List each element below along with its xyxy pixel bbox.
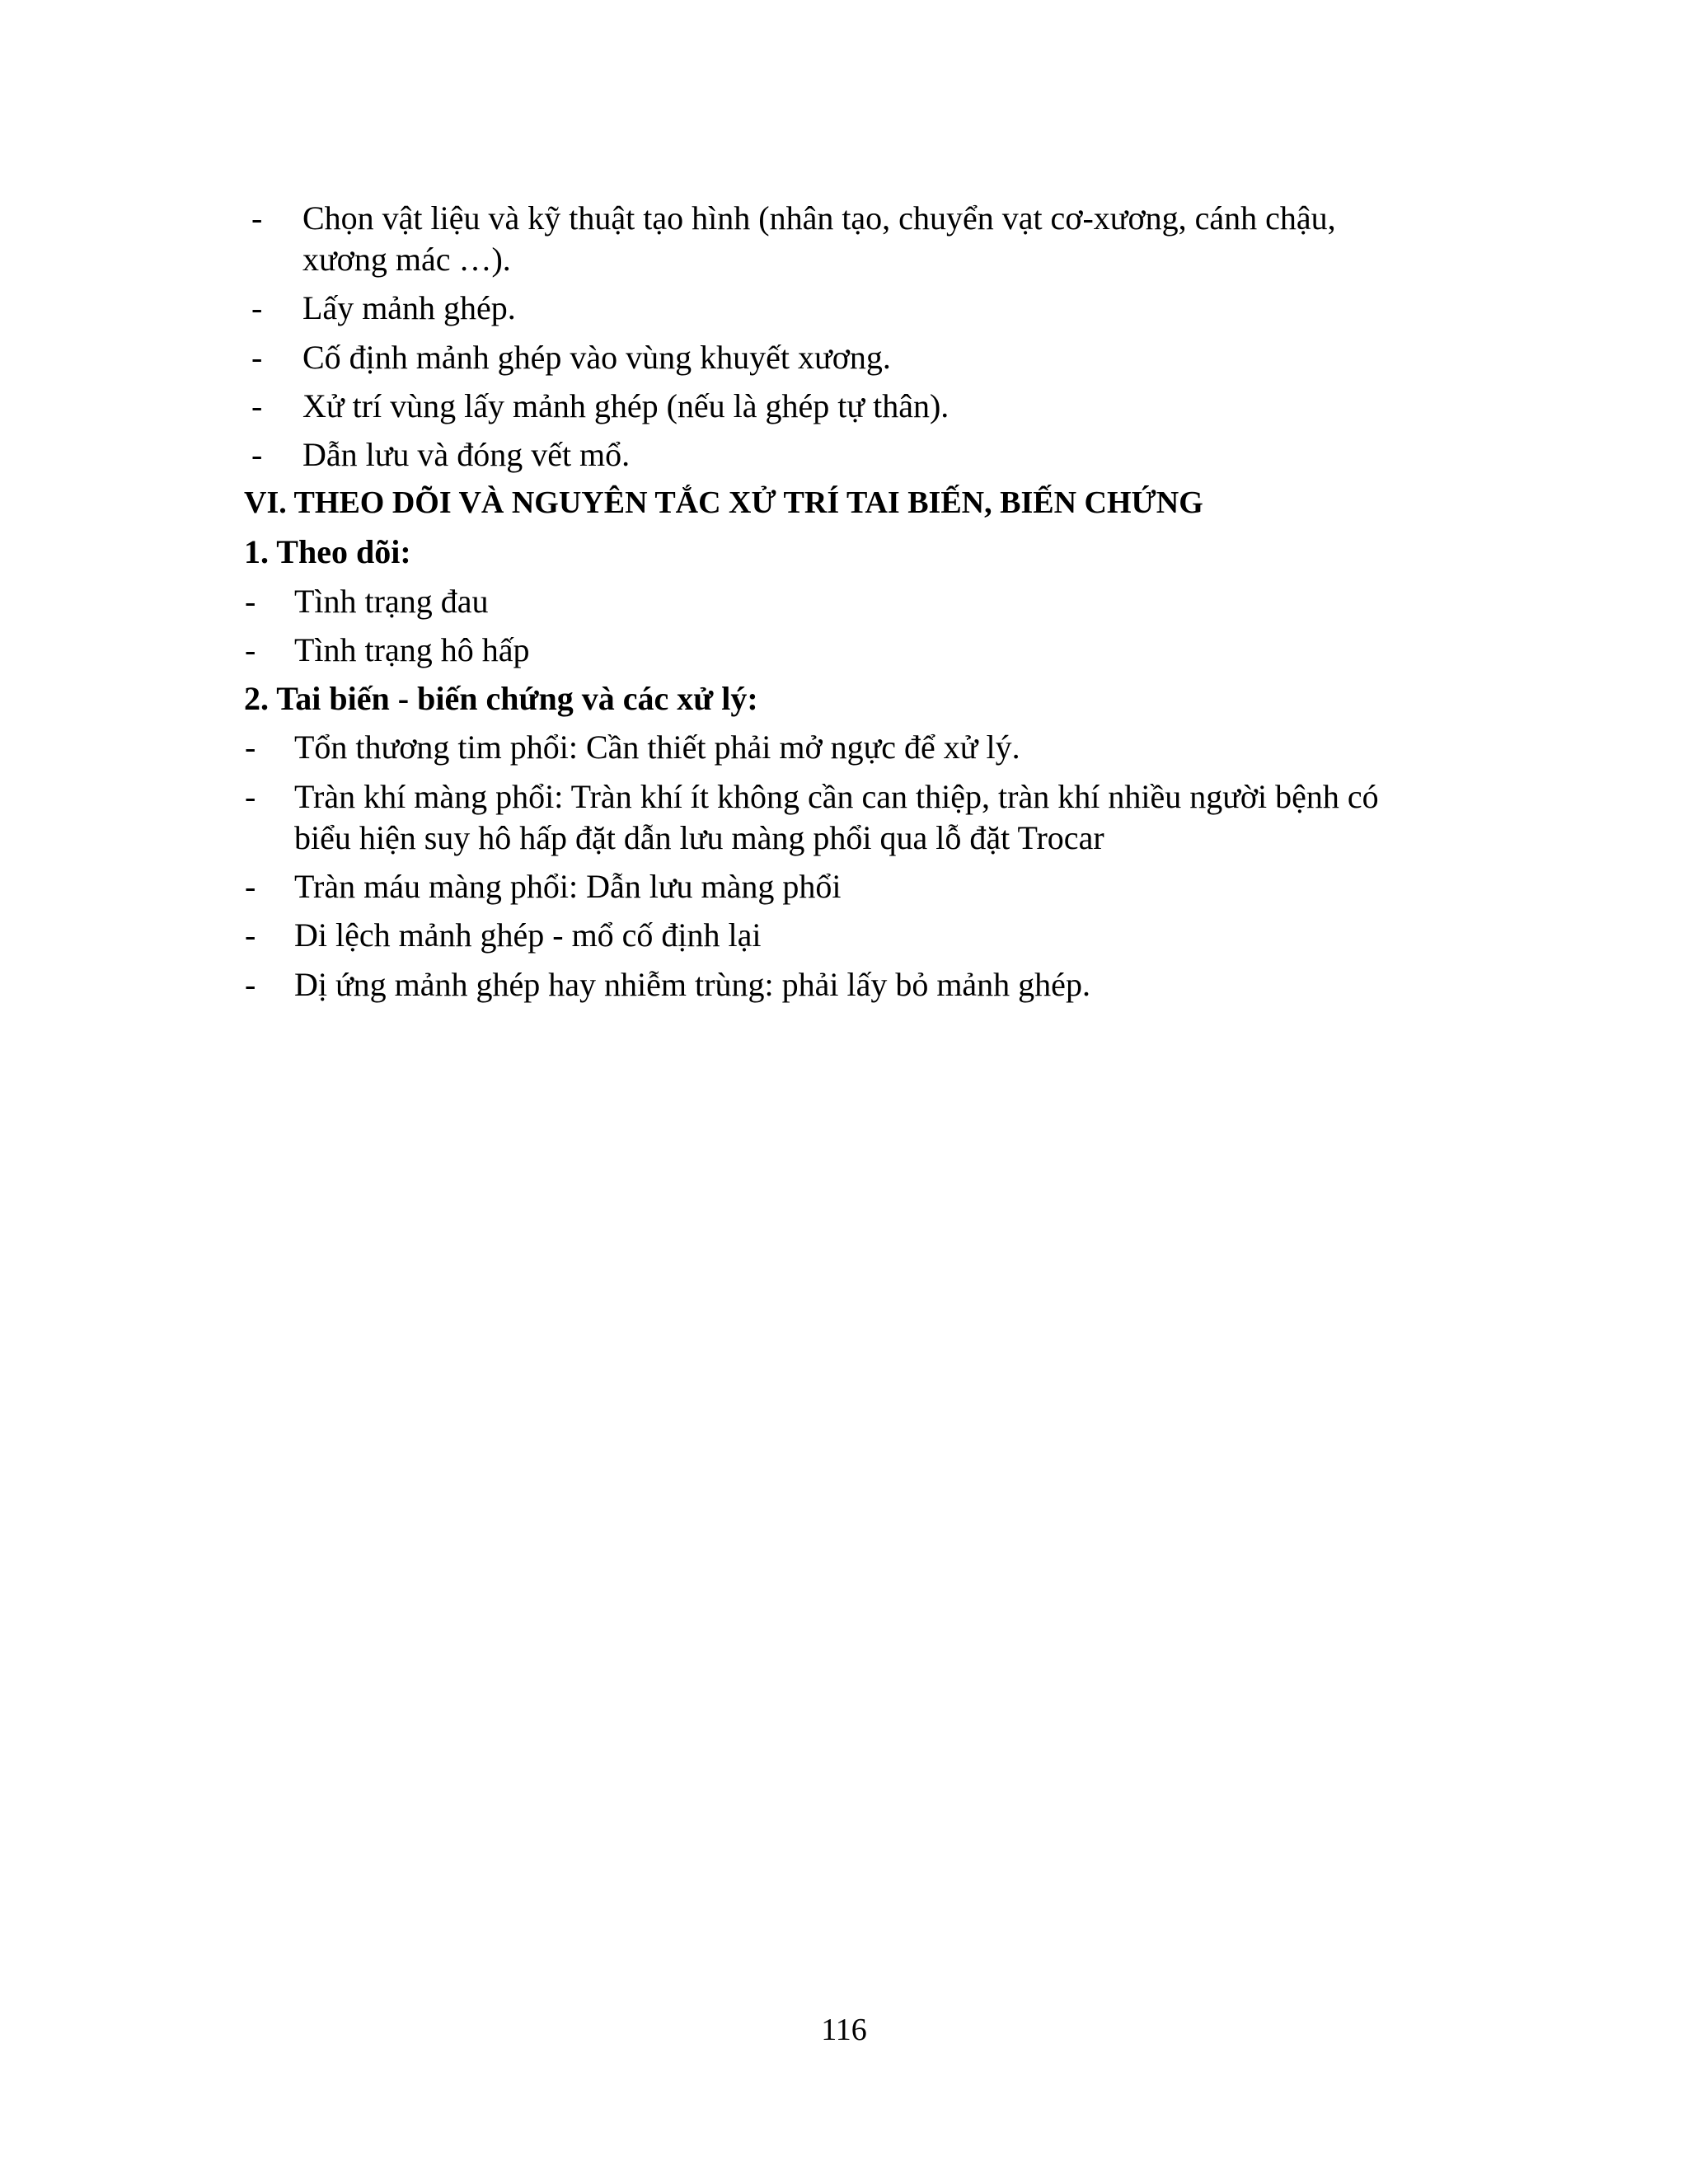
- list-bullet: -: [251, 387, 263, 424]
- list-bullet: -: [245, 631, 256, 668]
- list-item-text: Cố định mảnh ghép vào vùng khuyết xương.: [302, 339, 891, 376]
- list-bullet: -: [245, 868, 256, 905]
- list-bullet: -: [245, 729, 256, 766]
- list-item-text: Xử trí vùng lấy mảnh ghép (nếu là ghép tự thân).: [302, 387, 950, 424]
- list-bullet: -: [245, 916, 256, 954]
- page-number: 116: [821, 2013, 867, 2047]
- list-item-text: Dị ứng mảnh ghép hay nhiễm trùng: phải lấy bỏ mảnh ghép.: [294, 966, 1090, 1003]
- list-item-text: Di lệch mảnh ghép - mổ cố định lại: [294, 916, 762, 954]
- list-bullet: -: [245, 966, 256, 1003]
- list-item-text: Lấy mảnh ghép.: [302, 289, 516, 326]
- list-item-text: Dẫn lưu và đóng vết mổ.: [302, 436, 631, 473]
- list-bullet: -: [245, 778, 256, 815]
- list-item-text: Chọn vật liệu và kỹ thuật tạo hình (nhân tạo, chuyển vạt cơ-xương, cánh chậu,: [302, 199, 1336, 237]
- list-item-text: Tình trạng hô hấp: [294, 631, 530, 668]
- list-item-text: Tổn thương tim phổi: Cần thiết phải mở ngực để xử lý.: [294, 729, 1020, 766]
- list-item-text-continued: xương mác …).: [302, 241, 511, 278]
- subsection-heading: 2. Tai biến - biến chứng và các xử lý:: [244, 680, 758, 717]
- list-bullet: -: [251, 339, 263, 376]
- list-item-text: Tràn máu màng phổi: Dẫn lưu màng phổi: [294, 868, 842, 905]
- list-bullet: -: [251, 199, 263, 237]
- list-bullet: -: [251, 289, 263, 326]
- list-item-text: Tràn khí màng phổi: Tràn khí ít không cần can thiệp, tràn khí nhiều người bệnh có: [294, 778, 1379, 815]
- list-item-text: Tình trạng đau: [294, 583, 489, 620]
- subsection-heading: 1. Theo dõi:: [244, 533, 411, 570]
- list-item-text-continued: biểu hiện suy hô hấp đặt dẫn lưu màng phổi qua lỗ đặt Trocar: [294, 819, 1104, 856]
- list-bullet: -: [251, 436, 263, 473]
- list-bullet: -: [245, 583, 256, 620]
- section-heading: VI. THEO DÕI VÀ NGUYÊN TẮC XỬ TRÍ TAI BIẾN, BIẾN CHỨNG: [244, 485, 1203, 520]
